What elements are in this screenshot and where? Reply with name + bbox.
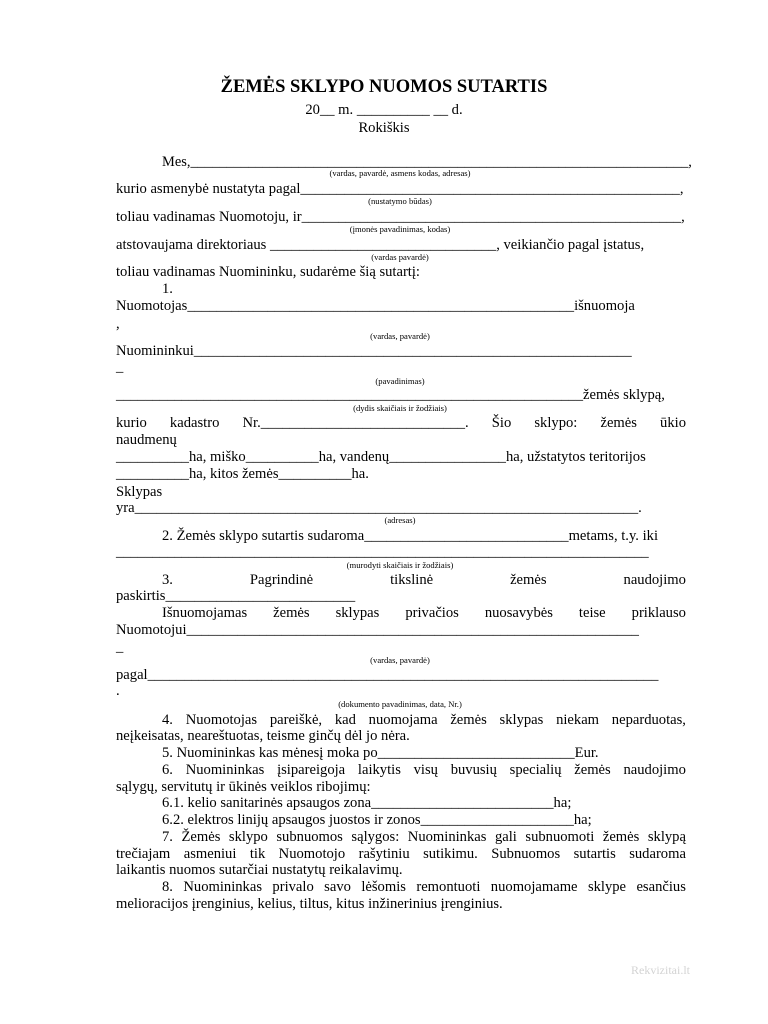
note-vardas-kodas-adresas: (vardas, pavardė, asmens kodas, adresas): [329, 168, 471, 178]
word: Šio: [491, 415, 512, 431]
identity-line: kurio asmenybė nustatyta pagal____________________________________________________,: [116, 181, 684, 197]
clause-4-line-2: neįkeisatas, neareštuotas, teisme ginčų dėl jo nėra.: [116, 728, 410, 744]
word: Nr.____________________________.: [242, 415, 469, 431]
clause-1-naudmenu: naudmenų: [116, 432, 177, 448]
word: kurio: [116, 415, 147, 431]
word: sąlygos:: [351, 829, 400, 845]
note-vardas-pavarde-1: (vardas, pavardė): [370, 331, 430, 341]
word: 6.: [162, 762, 173, 778]
clause-8-line-2: melioracijos įrenginius, kelius, tiltus, kitus inžinerinius įrenginius.: [116, 896, 503, 912]
word: rašytiniu: [358, 846, 410, 862]
word: nuomojama: [368, 712, 438, 728]
word: nuosavybės: [484, 605, 553, 621]
word: privalo: [272, 879, 314, 895]
clause-6-line-2: sąlygų, servitutų ir ūkinės veiklos ribojimų:: [116, 779, 371, 795]
note-vardas-pavarde: (vardas pavardė): [371, 252, 429, 262]
word: buvusių: [450, 762, 497, 778]
word: sklypo:: [534, 415, 578, 431]
note-nustatymo-budas: (nustatymo būdas): [368, 196, 432, 206]
clause-3-dash: _: [116, 639, 124, 655]
word: Išnuomojamas: [162, 605, 248, 621]
word: neparduotas,: [611, 712, 686, 728]
place-name: Rokiškis: [358, 120, 410, 136]
lessor-line: toliau vadinamas Nuomotoju, ir____________________________________________________,: [116, 209, 685, 225]
clause-8-line-1: [162, 879, 686, 895]
word: teise: [578, 605, 606, 621]
word: Nuomininkas: [407, 829, 487, 845]
note-murodyti: (murodyti skaičiais ir žodžiais): [346, 560, 454, 570]
word: 7.: [162, 829, 173, 845]
word: tikslinė: [390, 572, 434, 588]
word: privačios: [405, 605, 459, 621]
word: 3.: [162, 572, 173, 588]
note-imones-pavadinimas: (įmonės pavadinimas, kodas): [349, 224, 451, 234]
clause-1-number: 1.: [162, 281, 173, 297]
word: trečiajam: [116, 846, 171, 862]
clause-7-line-3: laikantis nuomos sutarčiai nustatytų reikalavimų.: [116, 862, 403, 878]
word: sklypas: [335, 605, 380, 621]
word: lėšomis: [361, 879, 406, 895]
clause-3-dot: .: [116, 683, 120, 699]
word: asmeniui: [183, 846, 237, 862]
note-dydis: (dydis skaičiais ir žodžiais): [353, 403, 447, 413]
word: laikytis: [357, 762, 401, 778]
clause-6-line-1: [162, 762, 686, 778]
note-pavadinimas: (pavadinimas): [375, 376, 425, 386]
word: Nuomotojas: [185, 712, 258, 728]
word: sklypas: [499, 712, 544, 728]
word: visų: [413, 762, 438, 778]
clause-3-paskirtis: paskirtis__________________________: [116, 588, 356, 604]
clause-4-line-1: [162, 712, 686, 728]
clause-1-dash: _: [116, 359, 124, 375]
clause-1-sklypas: Sklypas: [116, 484, 163, 500]
word: subnuomoti: [525, 829, 595, 845]
clause-1-areas-1: __________ha, miško__________ha, vandenų________________ha, užstatytos teritorijos: [116, 449, 646, 465]
word: ūkio: [660, 415, 686, 431]
clause-2: 2. Žemės sklypo sutartis sudaroma____________________________metams, t.y. iki: [162, 528, 659, 544]
word: savo: [324, 879, 351, 895]
parties-line-mes: Mes,_____________________________________________________________________,: [162, 154, 692, 170]
word: sklypo: [228, 829, 268, 845]
clause-7-line-2: [116, 846, 686, 862]
clause-3-ownership-line: [162, 605, 686, 621]
word: naudojimo: [623, 572, 686, 588]
word: tik: [249, 846, 266, 862]
word: pareiškė,: [269, 712, 323, 728]
word: gali: [494, 829, 517, 845]
clause-1-address: yra_____________________________________________________________________.: [116, 500, 642, 516]
word: žemės: [574, 762, 611, 778]
note-adresas: (adresas): [384, 515, 416, 525]
document-title: ŽEMĖS SKLYPO NUOMOS SUTARTIS: [220, 77, 548, 97]
word: sklype: [587, 879, 627, 895]
word: priklauso: [631, 605, 686, 621]
word: 4.: [162, 712, 173, 728]
word: sudaroma: [629, 846, 686, 862]
word: kad: [334, 712, 356, 728]
clause-7-line-1: [162, 829, 686, 845]
word: remontuoti: [416, 879, 481, 895]
word: žemės: [510, 572, 547, 588]
clause-3-line: [162, 572, 686, 588]
word: Nuomininkas: [183, 879, 263, 895]
word: subnuomos: [276, 829, 343, 845]
clause-1-cadastre-line: [116, 415, 686, 431]
lessee-line: toliau vadinamas Nuomininku, sudarėme šią sutartį:: [116, 264, 420, 280]
date-line: 20__ m. __________ __ d.: [305, 102, 463, 118]
word: 8.: [162, 879, 173, 895]
word: kadastro: [169, 415, 220, 431]
clause-3-owner: Nuomotojui______________________________________________________________: [116, 622, 639, 638]
clause-1-comma: ,: [116, 316, 120, 332]
word: žemės: [602, 829, 640, 845]
note-dokumento: (dokumento pavadinimas, data, Nr.): [338, 699, 462, 709]
clause-1-plot: ________________________________________________________________žemės sklypą,: [116, 387, 665, 403]
word: specialių: [509, 762, 562, 778]
word: esančius: [636, 879, 686, 895]
word: įsipareigoja: [277, 762, 346, 778]
word: niekam: [556, 712, 600, 728]
clause-1-areas-2: __________ha, kitos žemės__________ha.: [116, 466, 369, 482]
clause-3-pagal: pagal______________________________________________________________________: [116, 667, 659, 683]
word: sklypą: [647, 829, 686, 845]
clause-1-lessor: Nuomotojas_____________________________________________________išnuomoja: [116, 298, 635, 314]
word: naudojimo: [623, 762, 686, 778]
word: žemės: [450, 712, 487, 728]
clause-6-1: 6.1. kelio sanitarinės apsaugos zona_________________________ha;: [162, 795, 572, 811]
word: Nuomotojo: [278, 846, 346, 862]
director-line: atstovaujama direktoriaus _______________________________, veikiančio pagal įstatus,: [116, 237, 645, 253]
word: Žemės: [181, 829, 221, 845]
note-vardas-pavarde-2: (vardas, pavardė): [370, 655, 430, 665]
watermark: Rekvizitai.lt: [631, 963, 690, 977]
word: Subnuomos: [491, 846, 561, 862]
word: žemės: [273, 605, 310, 621]
word: Pagrindinė: [249, 572, 314, 588]
word: Nuomininkas: [185, 762, 265, 778]
clause-1-lessee: Nuomininkui____________________________________________________________: [116, 343, 632, 359]
clause-6-2: 6.2. elektros linijų apsaugos juostos ir zonos_____________________ha;: [162, 812, 592, 828]
word: sutartis: [573, 846, 616, 862]
clause-2-blank-line: _________________________________________________________________________: [116, 544, 649, 560]
word: sutikimu.: [423, 846, 478, 862]
word: žemės: [600, 415, 637, 431]
word: nuomojamame: [490, 879, 578, 895]
clause-5: 5. Nuomininkas kas mėnesį moka po___________________________Eur.: [162, 745, 599, 761]
